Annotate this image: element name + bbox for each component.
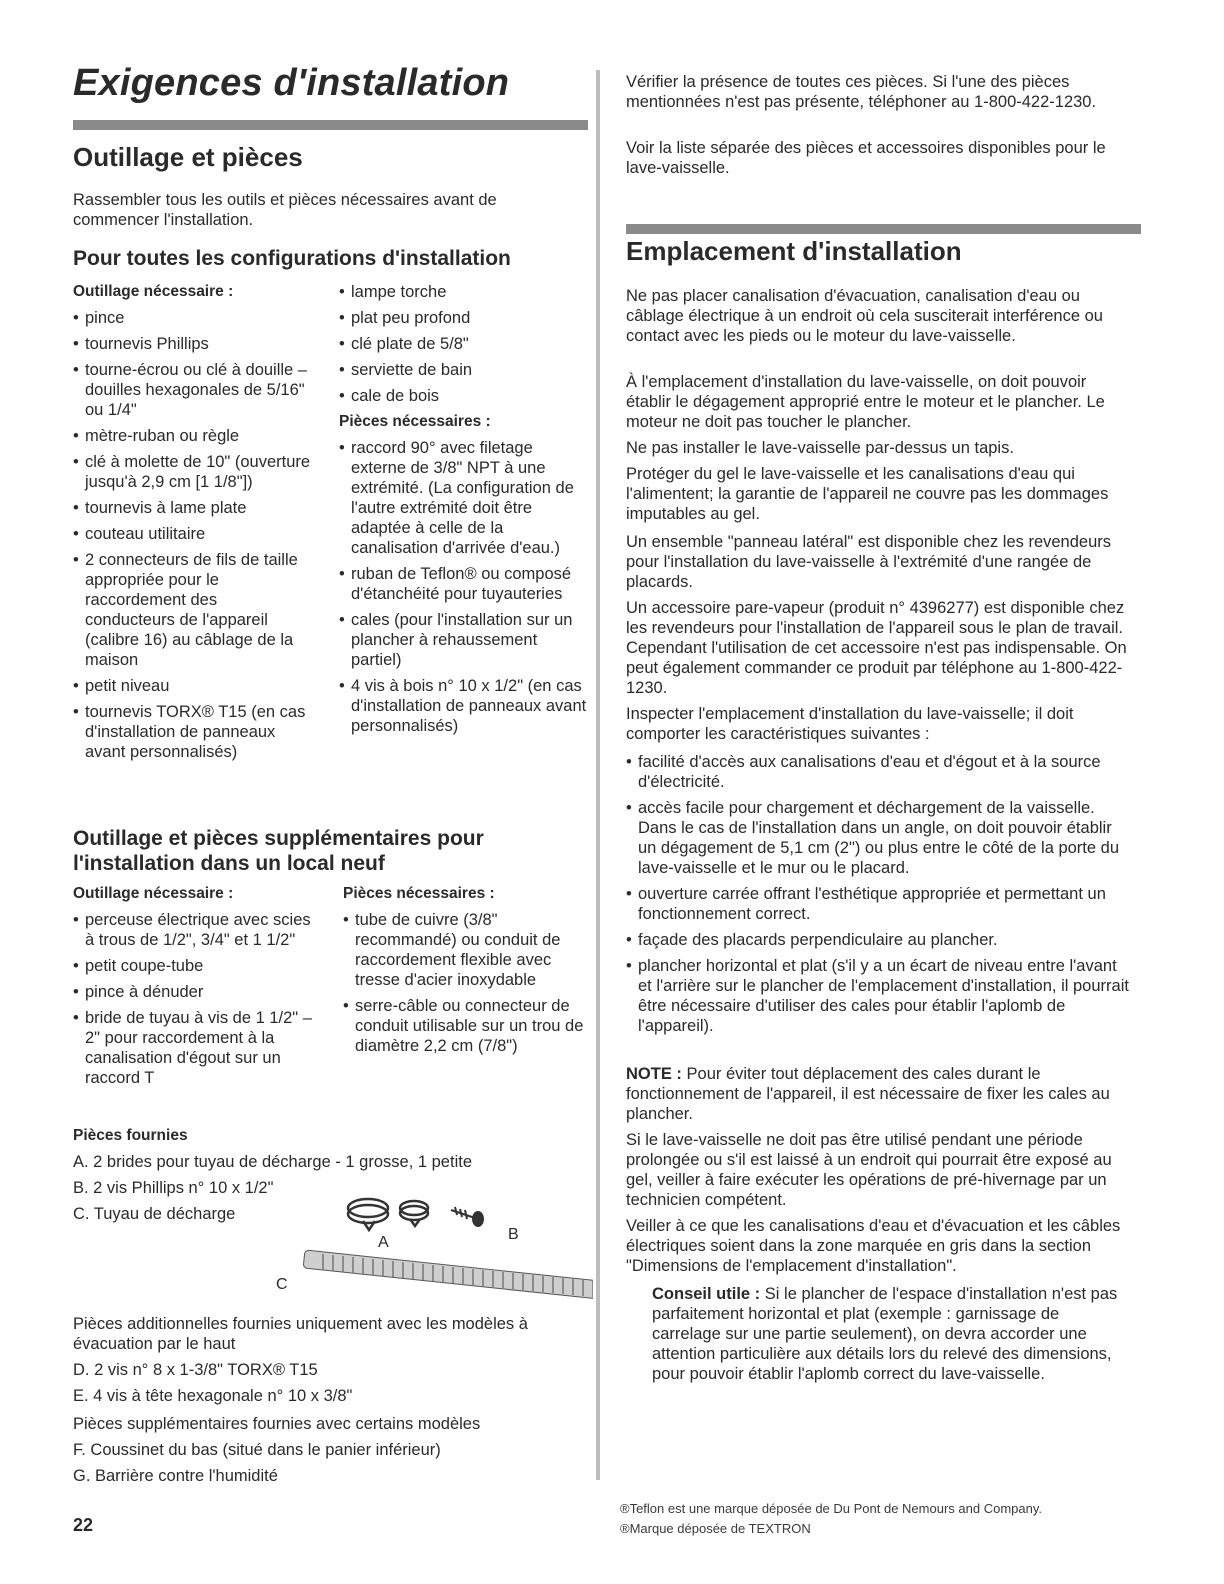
footnote-teflon: ®Teflon est une marque déposée de Du Pont de Nemours and Company.	[620, 1501, 1042, 1516]
zone-paragraph: Veiller à ce que les canalisations d'eau et d'évacuation et les câbles électriques soient dans la zone marquée en gris dans la section "Dimensions de l'emplacement d'installation".	[626, 1217, 1121, 1275]
paragraph: Protéger du gel le lave-vaisselle et les canalisations d'eau qui l'alimentent; la garantie de l'appareil ne couvre pas les dommages imputables au gel.	[626, 465, 1109, 523]
tools-list-col2	[339, 282, 589, 412]
verify-text: Vérifier la présence de toutes ces pièces. Si l'une des pièces mentionnées n'est pas présente, téléphoner au 1-800-422-1230.	[626, 73, 1097, 111]
list-item: • tube de cuivre (3/8" recommandé) ou conduit de raccordement flexible avec tresse d'acier inoxydable	[343, 910, 588, 990]
footnote-torx: ®Marque déposée de TEXTRON	[620, 1521, 811, 1536]
paragraph: Un accessoire pare-vapeur (produit n° 4396277) est disponible chez les revendeurs pour l'installation de l'appareil sous le plan de travail. Cependant l'utilisation de cet accessoire n'est pas indispensable. On peut également commander ce produit par téléphone au 1-800-422-1230.	[626, 599, 1127, 697]
section-title-tools: Outillage et pièces	[73, 142, 303, 172]
paragraph: Inspecter l'emplacement d'installation du lave-vaisselle; il doit comporter les caractéristiques suivantes :	[626, 705, 1074, 743]
list-item: • petit niveau	[73, 676, 311, 696]
paragraph: Ne pas placer canalisation d'évacuation, canalisation d'eau ou câblage électrique à un endroit où cela susciterait interférence ou contact avec les pieds ou le moteur du lave-vaisselle.	[626, 287, 1103, 345]
tools-list	[73, 308, 311, 768]
list-item: • pince	[73, 308, 311, 328]
list-item: • lampe torche	[339, 282, 589, 302]
some-models-list	[73, 1440, 588, 1492]
list-item: • tournevis Phillips	[73, 334, 311, 354]
list-item: • cales (pour l'installation sur un plancher à rehaussement partiel)	[339, 610, 589, 670]
list-item: • plancher horizontal et plat (s'il y a un écart de niveau entre l'avant et l'arrière sur le plancher de l'emplacement d'installation, il pourrait être nécessaire d'utiliser des cales pour établir l'aplomb de l'appareil).	[626, 956, 1131, 1036]
list-item: • façade des placards perpendiculaire au plancher.	[626, 930, 1131, 950]
page-number: 22	[73, 1515, 94, 1535]
list-item: E. 4 vis à tête hexagonale n° 10 x 3/8"	[73, 1387, 353, 1405]
list-item: • ruban de Teflon® ou composé d'étanchéité pour tuyauteries	[339, 564, 589, 604]
list-item: • tourne-écrou ou clé à douille – douilles hexagonales de 5/16" ou 1/4"	[73, 360, 311, 420]
list-item: • accès facile pour chargement et déchargement de la vaisselle. Dans le cas de l'installation dans un angle, on doit pouvoir établir un dégagement de 5,1 cm (2") ou plus entre le côté de la porte du lave-vaisselle et le mur ou le placard.	[626, 798, 1131, 878]
list-item: C. Tuyau de décharge	[73, 1205, 236, 1223]
page-title: Exigences d'installation	[73, 62, 510, 104]
note-text: Pour éviter tout déplacement des cales durant le fonctionnement de l'appareil, il est nécessaire de fixer les cales au plancher.	[626, 1065, 1110, 1123]
top-drain-intro: Pièces additionnelles fournies uniquement avec les modèles à évacuation par le haut	[73, 1315, 528, 1353]
see-list-text: Voir la liste séparée des pièces et accessoires disponibles pour le lave-vaisselle.	[626, 139, 1106, 177]
paragraph: À l'emplacement d'installation du lave-vaisselle, on doit pouvoir établir le dégagement approprié entre le moteur et le plancher. Le moteur ne doit pas toucher le plancher.	[626, 373, 1105, 431]
intro-text: Rassembler tous les outils et pièces nécessaires avant de commencer l'installation.	[73, 191, 497, 229]
heading-new-construction: Outillage et pièces supplémentaires pour l'installation dans un local neuf	[73, 827, 484, 875]
tip-text: Si le plancher de l'espace d'installation n'est pas parfaitement horizontal et plat (exemple : garnissage de carrelage sur une partie seulement), on devra accorder une attention particulière aux détails lors du relevé des dimensions, pour pouvoir établir l'aplomb correct du lave-vaisselle.	[652, 1285, 1118, 1383]
list-item: • tournevis TORX® T15 (en cas d'installation de panneaux avant personnalisés)	[73, 702, 311, 762]
list-item: • plat peu profond	[339, 308, 589, 328]
list-item: • clé plate de 5/8"	[339, 334, 589, 354]
list-item: • 2 connecteurs de fils de taille appropriée pour le raccordement des conducteurs de l'appareil (calibre 16) au câblage de la maison	[73, 550, 311, 670]
new-parts-list	[343, 910, 588, 1062]
new-parts-label: Pièces nécessaires :	[343, 885, 495, 902]
list-item: • ouverture carrée offrant l'esthétique appropriée et permettant un fonctionnement correct.	[626, 884, 1131, 924]
drain-hose-icon	[303, 1250, 593, 1301]
fig-label-a: A	[378, 1234, 389, 1251]
tools-label: Outillage nécessaire :	[73, 283, 234, 300]
list-item: • 4 vis à bois n° 10 x 1/2" (en cas d'installation de panneaux avant personnalisés)	[339, 676, 589, 736]
parts-list	[339, 438, 589, 742]
list-item: D. 2 vis n° 8 x 1-3/8" TORX® T15	[73, 1361, 318, 1379]
list-item: • facilité d'accès aux canalisations d'eau et d'égout et à la source d'électricité.	[626, 752, 1131, 792]
list-item: F. Coussinet du bas (situé dans le panier inférieur)	[73, 1441, 441, 1459]
freeze-paragraph: Si le lave-vaisselle ne doit pas être utilisé pendant une période prolongée ou s'il est laissé à un endroit qui pourrait être exposé au gel, veiller à faire exécuter les opérations de pré-hivernage par un technicien compétent.	[626, 1131, 1112, 1209]
list-item: A. 2 brides pour tuyau de décharge - 1 grosse, 1 petite	[73, 1153, 472, 1171]
list-item: • clé à molette de 10" (ouverture jusqu'à 2,9 cm [1 1/8"])	[73, 452, 311, 492]
note-label: NOTE :	[626, 1065, 682, 1083]
some-models-intro: Pièces supplémentaires fournies avec certains modèles	[73, 1415, 481, 1433]
supplied-label: Pièces fournies	[73, 1127, 188, 1144]
parts-illustration	[223, 1188, 593, 1313]
list-item: • perceuse électrique avec scies à trous de 1/2", 3/4" et 1 1/2"	[73, 910, 318, 950]
list-item: • serviette de bain	[339, 360, 589, 380]
list-item: B. 2 vis Phillips n° 10 x 1/2"	[73, 1179, 274, 1197]
parts-label: Pièces nécessaires :	[339, 413, 491, 430]
heading-all-configs: Pour toutes les configurations d'installation	[73, 247, 511, 270]
column-divider	[596, 70, 600, 1480]
paragraph: Un ensemble "panneau latéral" est disponible chez les revendeurs pour l'installation du lave-vaisselle à l'extrémité d'une rangée de placards.	[626, 533, 1112, 591]
list-item: • pince à dénuder	[73, 982, 318, 1002]
new-tools-label: Outillage nécessaire :	[73, 885, 234, 902]
location-checklist	[626, 752, 1131, 1042]
note-paragraph	[626, 1064, 1131, 1124]
tip-paragraph	[652, 1284, 1132, 1384]
section-rule	[626, 224, 1141, 234]
top-drain-list	[73, 1360, 588, 1412]
screw-icon	[451, 1207, 483, 1226]
hose-clamp-small-icon	[400, 1201, 428, 1226]
new-tools-list	[73, 910, 318, 1094]
list-item: • tournevis à lame plate	[73, 498, 311, 518]
fig-label-b: B	[508, 1226, 519, 1243]
list-item: • petit coupe-tube	[73, 956, 318, 976]
list-item: • couteau utilitaire	[73, 524, 311, 544]
tip-label: Conseil utile :	[652, 1285, 761, 1303]
list-item: • raccord 90° avec filetage externe de 3/8" NPT à une extrémité. (La configuration de l'autre extrémité doit être adaptée à celle de la canalisation d'arrivée d'eau.)	[339, 438, 589, 558]
list-item: • cale de bois	[339, 386, 589, 406]
paragraph: Ne pas installer le lave-vaisselle par-dessus un tapis.	[626, 439, 1014, 457]
title-rule	[73, 120, 588, 130]
list-item: • mètre-ruban ou règle	[73, 426, 311, 446]
list-item: • bride de tuyau à vis de 1 1/2" – 2" pour raccordement à la canalisation d'égout sur un raccord T	[73, 1008, 318, 1088]
section-title-location: Emplacement d'installation	[626, 236, 962, 266]
list-item: • serre-câble ou connecteur de conduit utilisable sur un trou de diamètre 2,2 cm (7/8")	[343, 996, 588, 1056]
list-item: G. Barrière contre l'humidité	[73, 1467, 278, 1485]
fig-label-c: C	[276, 1276, 288, 1293]
hose-clamp-large-icon	[348, 1199, 388, 1230]
